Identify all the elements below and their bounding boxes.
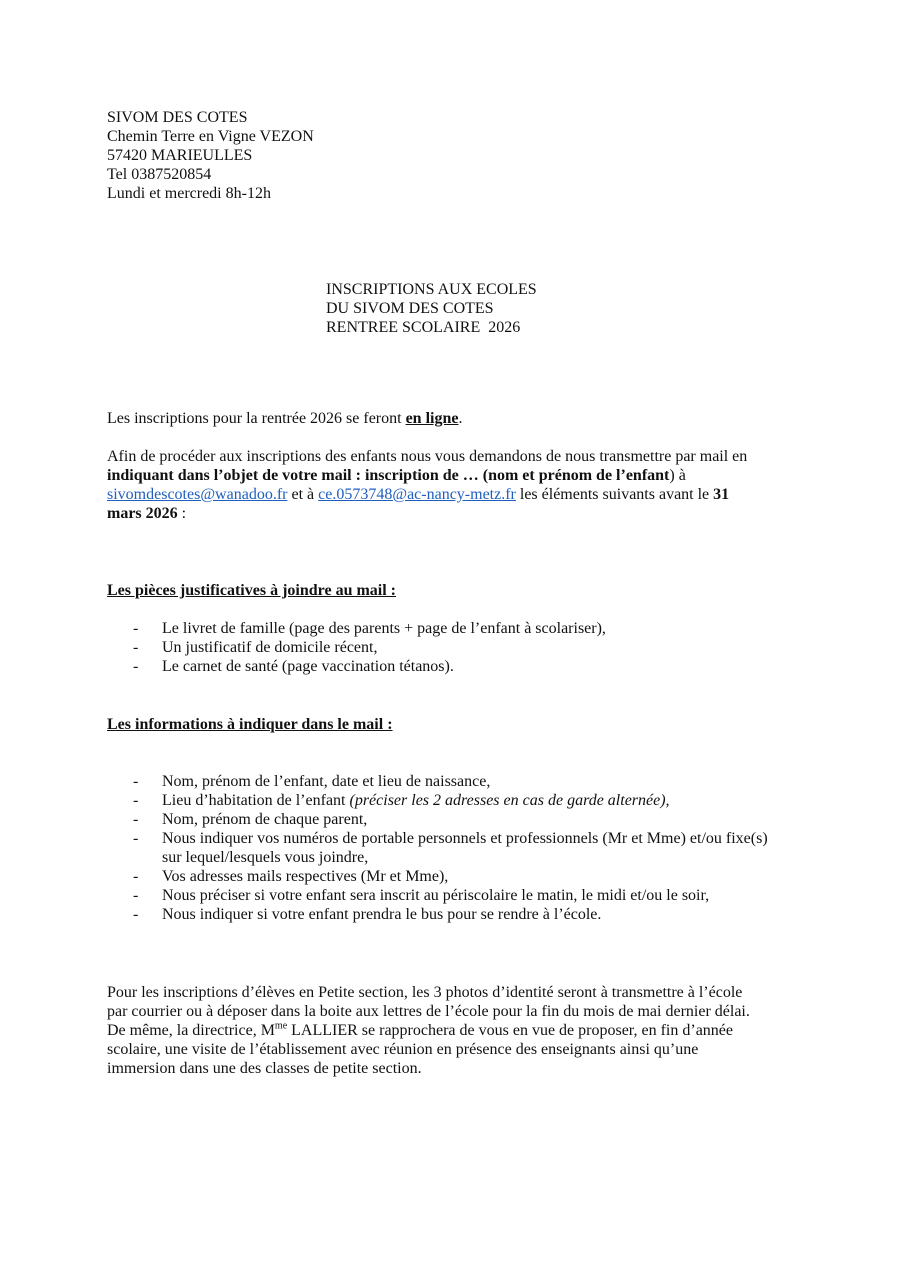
intro-text: Les inscriptions pour la rentrée 2026 se feront bbox=[107, 410, 406, 427]
title-line-1: INSCRIPTIONS AUX ECOLES bbox=[326, 281, 537, 298]
list-item bbox=[107, 619, 606, 638]
online-emphasis: en ligne bbox=[405, 410, 459, 427]
closing-line-3-start: De même, la directrice, M bbox=[107, 1022, 275, 1039]
request-tail: les éléments suivants avant le bbox=[515, 486, 714, 503]
intro-period: . bbox=[458, 410, 463, 427]
org-name: SIVOM DES COTES bbox=[107, 109, 248, 126]
info-item-2-note: (préciser les 2 adresses en cas de garde alternée), bbox=[349, 792, 670, 809]
info-item-6: Nous préciser si votre enfant sera inscrit au périscolaire le matin, le midi et/ou le soir, bbox=[162, 887, 710, 904]
list-item bbox=[107, 905, 807, 924]
info-item-4-line-1: Nous indiquer vos numéros de portable personnels et professionnels (Mr et Mme) et/ou fixe(s) bbox=[162, 830, 768, 847]
information-heading bbox=[107, 715, 393, 734]
closing-line-4: scolaire, une visite de l’établissement avec réunion en présence des enseignants ainsi qu’une bbox=[107, 1041, 699, 1058]
phone-number: Tel 0387520854 bbox=[107, 166, 212, 183]
list-item bbox=[107, 772, 807, 791]
closing-line-5: immersion dans une des classes de petite section. bbox=[107, 1060, 422, 1077]
list-dash: - bbox=[133, 811, 139, 828]
street-address: Chemin Terre en Vigne VEZON bbox=[107, 128, 314, 145]
info-item-2: Lieu d’habitation de l’enfant bbox=[162, 792, 350, 809]
request-a: ) à bbox=[669, 467, 686, 484]
document-item-3: Le carnet de santé (page vaccination tétanos). bbox=[162, 658, 454, 675]
request-line-3 bbox=[107, 485, 797, 504]
list-item bbox=[107, 638, 606, 657]
list-dash: - bbox=[133, 639, 139, 656]
city-postcode: 57420 MARIEULLES bbox=[107, 147, 253, 164]
closing-line-3-end: LALLIER se rapprochera de vous en vue de proposer, en fin d’année bbox=[287, 1022, 733, 1039]
deadline-month-year: mars 2026 bbox=[107, 505, 178, 522]
request-line-2 bbox=[107, 466, 797, 485]
info-item-5: Vos adresses mails respectives (Mr et Mme), bbox=[162, 868, 449, 885]
list-item bbox=[107, 829, 807, 867]
information-heading-text: Les informations à indiquer dans le mail : bbox=[107, 716, 393, 733]
title-line-3: RENTREE SCOLAIRE 2026 bbox=[326, 319, 521, 336]
email-link-sivom[interactable]: sivomdescotes@wanadoo.fr bbox=[107, 486, 288, 503]
list-dash: - bbox=[133, 792, 139, 809]
info-item-3: Nom, prénom de chaque parent, bbox=[162, 811, 368, 828]
list-item bbox=[107, 657, 606, 676]
list-item bbox=[107, 867, 807, 886]
list-dash: - bbox=[133, 830, 139, 847]
document-item-2: Un justificatif de domicile récent, bbox=[162, 639, 378, 656]
mail-subject-instruction: indiquant dans l’objet de votre mail : inscription de … (nom et prénom de l’enfant bbox=[107, 467, 670, 484]
title-line-2: DU SIVOM DES COTES bbox=[326, 300, 494, 317]
information-list bbox=[107, 772, 807, 924]
email-link-school[interactable]: ce.0573748@ac-nancy-metz.fr bbox=[318, 486, 516, 503]
list-dash: - bbox=[133, 658, 139, 675]
request-paragraph bbox=[107, 447, 797, 523]
request-and: et à bbox=[287, 486, 319, 503]
list-item bbox=[107, 810, 807, 829]
intro-paragraph bbox=[107, 409, 462, 428]
closing-paragraph bbox=[107, 983, 750, 1078]
list-dash: - bbox=[133, 906, 139, 923]
closing-line-3 bbox=[107, 1021, 750, 1040]
request-line-4 bbox=[107, 504, 797, 523]
list-dash: - bbox=[133, 868, 139, 885]
list-dash: - bbox=[133, 887, 139, 904]
office-hours: Lundi et mercredi 8h-12h bbox=[107, 185, 271, 202]
request-colon: : bbox=[177, 505, 187, 522]
list-dash: - bbox=[133, 620, 139, 637]
closing-line-2: par courrier ou à déposer dans la boite aux lettres de l’école pour la fin du mois de mai dernier délai. bbox=[107, 1003, 750, 1020]
documents-list bbox=[107, 619, 606, 676]
documents-heading-text: Les pièces justificatives à joindre au mail : bbox=[107, 582, 397, 599]
list-item bbox=[107, 886, 807, 905]
sender-address bbox=[107, 108, 314, 203]
deadline-day: 31 bbox=[713, 486, 730, 503]
closing-line-1: Pour les inscriptions d’élèves en Petite section, les 3 photos d’identité seront à transmettre à l’école bbox=[107, 984, 743, 1001]
list-dash: - bbox=[133, 773, 139, 790]
title-abbrev-superscript: me bbox=[274, 1020, 288, 1032]
info-item-7: Nous indiquer si votre enfant prendra le bus pour se rendre à l’école. bbox=[162, 906, 602, 923]
document-title bbox=[326, 280, 537, 337]
info-item-1: Nom, prénom de l’enfant, date et lieu de naissance, bbox=[162, 773, 491, 790]
request-line-1: Afin de procéder aux inscriptions des enfants nous vous demandons de nous transmettre par mail en bbox=[107, 448, 748, 465]
documents-heading bbox=[107, 581, 396, 600]
document-item-1: Le livret de famille (page des parents + page de l’enfant à scolariser), bbox=[162, 620, 606, 637]
list-item bbox=[107, 791, 807, 810]
info-item-4-line-2: sur lequel/lesquels vous joindre, bbox=[162, 849, 369, 866]
